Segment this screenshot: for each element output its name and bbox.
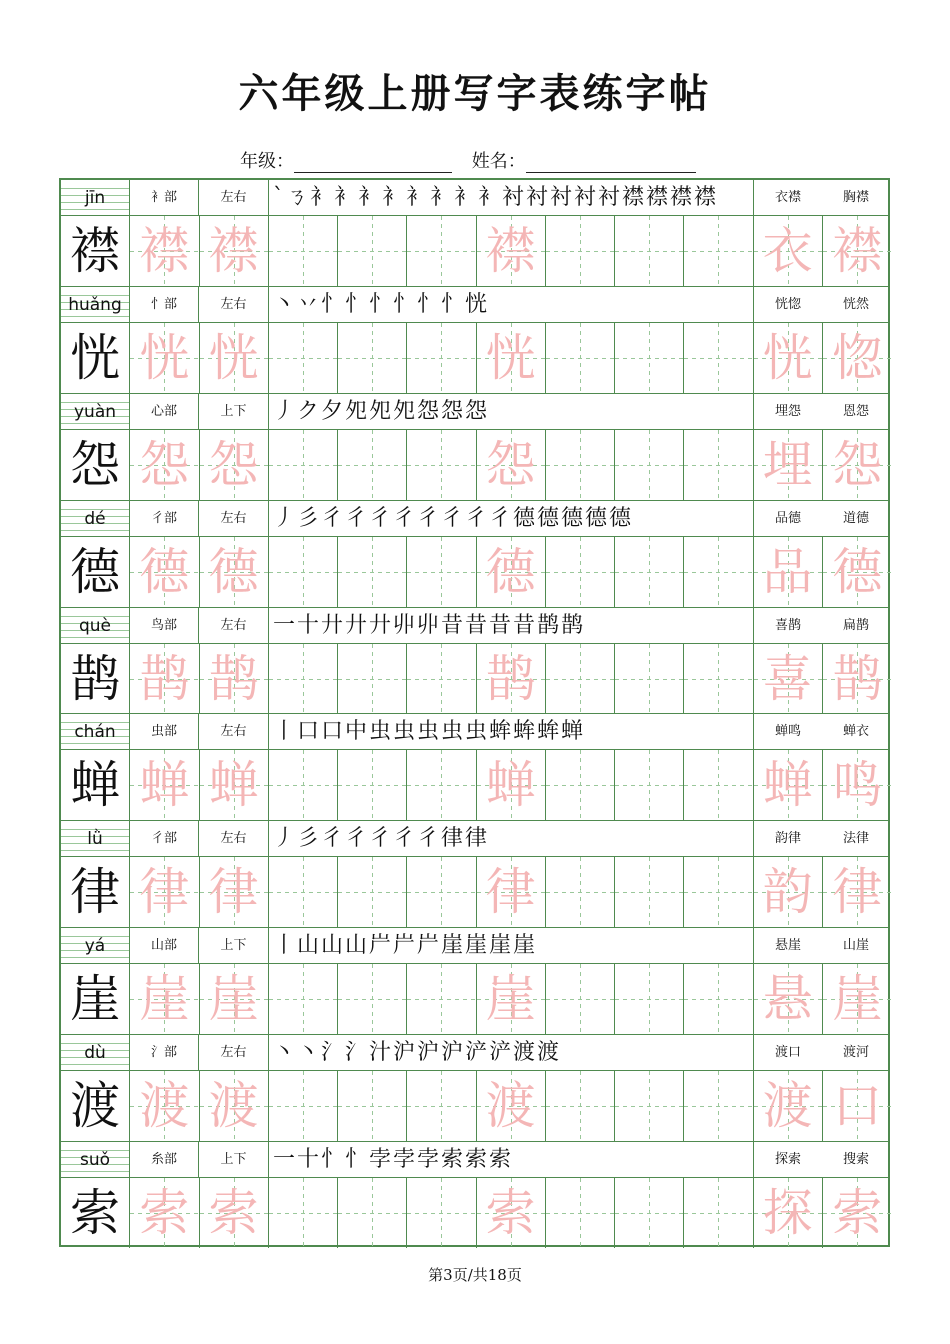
trace-word-character: 鸣 <box>823 750 892 820</box>
info-row <box>61 180 888 216</box>
stroke-order: 丿彡彳彳彳彳彳律律 <box>269 821 754 856</box>
example-word: 胸襟 <box>842 190 869 205</box>
trace-character: 蝉 <box>130 750 199 820</box>
empty-writing-box[interactable] <box>338 216 407 286</box>
empty-writing-box[interactable] <box>269 1178 338 1248</box>
empty-writing-box[interactable] <box>615 323 684 393</box>
example-word: 山崖 <box>842 938 869 954</box>
empty-writing-box[interactable] <box>407 537 476 607</box>
example-word: 搜索 <box>842 1152 869 1168</box>
empty-writing-box[interactable] <box>684 430 753 500</box>
radical-cell: 虫部 <box>130 714 199 749</box>
writing-boxes <box>61 1071 888 1141</box>
model-character: 恍 <box>61 323 130 393</box>
writing-boxes <box>61 1178 888 1248</box>
trace-word-character: 口 <box>823 1071 892 1141</box>
example-word: 恍惚 <box>774 296 801 312</box>
words-cell <box>754 608 890 643</box>
character-block <box>61 501 888 608</box>
words-cell <box>754 714 890 749</box>
empty-writing-box[interactable] <box>407 1071 476 1141</box>
trace-character: 襟 <box>130 216 199 286</box>
empty-writing-box[interactable] <box>338 750 407 820</box>
words-cell <box>754 394 890 429</box>
words-cell <box>754 1142 890 1177</box>
trace-word-character: 探 <box>754 1178 823 1248</box>
empty-writing-box[interactable] <box>546 537 615 607</box>
empty-writing-box[interactable] <box>269 750 338 820</box>
info-row <box>61 714 888 750</box>
trace-character: 襟 <box>477 216 546 286</box>
writing-boxes <box>61 750 888 820</box>
trace-word-character: 襟 <box>823 216 892 286</box>
empty-writing-box[interactable] <box>615 1178 684 1248</box>
empty-writing-box[interactable] <box>615 644 684 714</box>
info-row <box>61 1142 888 1178</box>
trace-word-character: 埋 <box>754 430 823 500</box>
empty-writing-box[interactable] <box>684 1071 753 1141</box>
character-block <box>61 180 888 287</box>
trace-character: 崖 <box>130 964 199 1034</box>
name-field[interactable] <box>526 154 696 173</box>
trace-word-character: 崖 <box>823 964 892 1034</box>
example-word: 蝉鸣 <box>774 724 801 740</box>
radical-cell: 衤部 <box>130 180 199 215</box>
stroke-order: 一十廾廾廾丱丱昔昔昔昔鹊鹊 <box>269 608 754 643</box>
empty-writing-box[interactable] <box>338 430 407 500</box>
empty-writing-box[interactable] <box>269 537 338 607</box>
stroke-order: 丨口口中虫虫虫虫虫蛑蛑蛑蝉 <box>269 714 754 749</box>
trace-word-character: 律 <box>823 857 892 927</box>
example-word: 恩怨 <box>842 403 869 419</box>
trace-word-character: 韵 <box>754 857 823 927</box>
empty-writing-box[interactable] <box>407 750 476 820</box>
empty-writing-box[interactable] <box>684 537 753 607</box>
empty-writing-box[interactable] <box>338 1178 407 1248</box>
character-block <box>61 928 888 1035</box>
trace-character: 律 <box>130 857 199 927</box>
empty-writing-box[interactable] <box>269 323 338 393</box>
empty-writing-box[interactable] <box>269 857 338 927</box>
radical-cell: 忄部 <box>130 287 199 322</box>
stroke-order: 一十忄忄孛孛孛索索索 <box>269 1142 754 1177</box>
empty-writing-box[interactable] <box>338 323 407 393</box>
pinyin-cell <box>61 821 130 856</box>
trace-character: 渡 <box>130 1071 199 1141</box>
empty-writing-box[interactable] <box>546 964 615 1034</box>
empty-writing-box[interactable] <box>269 216 338 286</box>
character-block <box>61 608 888 715</box>
example-word: 道德 <box>842 510 869 526</box>
radical-cell: 糸部 <box>130 1142 199 1177</box>
structure-cell: 上下 <box>199 1142 269 1177</box>
model-character: 鹊 <box>61 644 130 714</box>
empty-writing-box[interactable] <box>684 644 753 714</box>
writing-boxes <box>61 323 888 393</box>
trace-word-character: 渡 <box>754 1071 823 1141</box>
empty-writing-box[interactable] <box>684 750 753 820</box>
empty-writing-box[interactable] <box>615 857 684 927</box>
example-word: 衣襟 <box>774 190 801 205</box>
info-row <box>61 1035 888 1071</box>
stroke-order: 丿彡彳彳彳彳彳彳彳彳德德德德德 <box>269 501 754 536</box>
trace-character: 崖 <box>477 964 546 1034</box>
page-title: 六年级上册写字表练字帖 <box>238 70 712 117</box>
character-block <box>61 714 888 821</box>
empty-writing-box[interactable] <box>615 1071 684 1141</box>
character-block <box>61 287 888 394</box>
radical-cell: 彳部 <box>130 821 199 856</box>
info-row <box>61 928 888 964</box>
trace-character: 德 <box>477 537 546 607</box>
structure-cell: 上下 <box>199 394 269 429</box>
empty-writing-box[interactable] <box>338 537 407 607</box>
empty-writing-box[interactable] <box>407 1178 476 1248</box>
model-character: 德 <box>61 537 130 607</box>
pinyin-text: dù <box>84 1043 106 1064</box>
trace-character: 渡 <box>477 1071 546 1141</box>
stroke-order: 丿ク夕夗夗夗怨怨怨 <box>269 394 754 429</box>
empty-writing-box[interactable] <box>269 430 338 500</box>
trace-word-character: 品 <box>754 537 823 607</box>
empty-writing-box[interactable] <box>615 750 684 820</box>
grade-label: 年级： <box>240 151 294 172</box>
words-cell <box>754 501 890 536</box>
empty-writing-box[interactable] <box>546 857 615 927</box>
writing-boxes <box>61 964 888 1034</box>
trace-character: 律 <box>200 857 269 927</box>
trace-character: 襟 <box>200 216 269 286</box>
empty-writing-box[interactable] <box>269 964 338 1034</box>
stroke-order: `ㄋ衤衤衤衤衤衤衤衤衬衬衬衬衬襟襟襟襟 <box>269 180 754 215</box>
trace-word-character: 喜 <box>754 644 823 714</box>
info-row <box>61 394 888 430</box>
empty-writing-box[interactable] <box>546 216 615 286</box>
trace-character: 恍 <box>130 323 199 393</box>
empty-writing-box[interactable] <box>615 430 684 500</box>
pinyin-cell <box>61 928 130 963</box>
writing-boxes <box>61 430 888 500</box>
trace-character: 鹊 <box>130 644 199 714</box>
structure-cell: 左右 <box>199 608 269 643</box>
structure-cell: 左右 <box>199 287 269 322</box>
trace-character: 怨 <box>477 430 546 500</box>
info-row <box>61 287 888 323</box>
words-cell <box>754 821 890 856</box>
empty-writing-box[interactable] <box>407 964 476 1034</box>
empty-writing-box[interactable] <box>546 323 615 393</box>
character-block <box>61 394 888 501</box>
example-word: 法律 <box>842 831 869 847</box>
name-label: 姓名： <box>471 151 526 172</box>
empty-writing-box[interactable] <box>684 1178 753 1248</box>
pinyin-cell <box>61 1035 130 1070</box>
trace-character: 律 <box>477 857 546 927</box>
character-block <box>61 1142 888 1249</box>
structure-cell: 上下 <box>199 928 269 963</box>
radical-cell: 心部 <box>130 394 199 429</box>
trace-word-character: 索 <box>823 1178 892 1248</box>
trace-character: 恍 <box>200 323 269 393</box>
empty-writing-box[interactable] <box>407 216 476 286</box>
radical-cell: 彳部 <box>130 501 199 536</box>
trace-word-character: 惚 <box>823 323 892 393</box>
words-cell <box>754 287 890 322</box>
writing-boxes <box>61 644 888 714</box>
trace-character: 鹊 <box>200 644 269 714</box>
trace-word-character: 鹊 <box>823 644 892 714</box>
radical-cell: 山部 <box>130 928 199 963</box>
trace-character: 鹊 <box>477 644 546 714</box>
pinyin-cell <box>61 608 130 643</box>
trace-character: 索 <box>200 1178 269 1248</box>
model-character: 渡 <box>61 1071 130 1141</box>
empty-writing-box[interactable] <box>407 323 476 393</box>
pinyin-text: yuàn <box>73 401 117 422</box>
trace-character: 蝉 <box>200 750 269 820</box>
trace-character: 德 <box>200 537 269 607</box>
structure-cell: 左右 <box>199 714 269 749</box>
trace-word-character: 德 <box>823 537 892 607</box>
stroke-order: 丶丷忄忄忄忄忄忄恍 <box>269 287 754 322</box>
empty-writing-box[interactable] <box>684 216 753 286</box>
empty-writing-box[interactable] <box>338 857 407 927</box>
empty-writing-box[interactable] <box>546 1178 615 1248</box>
structure-cell: 左右 <box>199 821 269 856</box>
words-cell <box>754 180 890 215</box>
pinyin-cell <box>61 394 130 429</box>
trace-character: 索 <box>130 1178 199 1248</box>
trace-word-character: 衣 <box>754 216 823 286</box>
empty-writing-box[interactable] <box>615 964 684 1034</box>
empty-writing-box[interactable] <box>546 430 615 500</box>
words-cell <box>754 928 890 963</box>
empty-writing-box[interactable] <box>407 644 476 714</box>
stroke-order: 丨山山山屵屵屵崖崖崖崖 <box>269 928 754 963</box>
pinyin-text: suǒ <box>79 1150 111 1171</box>
example-word: 品德 <box>774 510 801 526</box>
trace-character: 恍 <box>477 323 546 393</box>
page-number: 第3页/共18页 <box>428 1266 522 1284</box>
student-info <box>240 147 710 173</box>
trace-character: 索 <box>477 1178 546 1248</box>
empty-writing-box[interactable] <box>546 1071 615 1141</box>
example-word: 韵律 <box>774 831 801 847</box>
trace-word-character: 怨 <box>823 430 892 500</box>
trace-word-character: 恍 <box>754 323 823 393</box>
empty-writing-box[interactable] <box>407 430 476 500</box>
pinyin-cell <box>61 501 130 536</box>
character-block <box>61 1035 888 1142</box>
model-character: 襟 <box>61 216 130 286</box>
info-row <box>61 501 888 537</box>
empty-writing-box[interactable] <box>338 644 407 714</box>
empty-writing-box[interactable] <box>615 537 684 607</box>
trace-word-character: 悬 <box>754 964 823 1034</box>
writing-boxes <box>61 216 888 286</box>
trace-character: 怨 <box>200 430 269 500</box>
empty-writing-box[interactable] <box>684 857 753 927</box>
structure-cell: 左右 <box>199 1035 269 1070</box>
structure-cell: 左右 <box>199 180 269 215</box>
character-block <box>61 821 888 928</box>
pinyin-text: chán <box>74 722 116 743</box>
trace-word-character: 蝉 <box>754 750 823 820</box>
model-character: 怨 <box>61 430 130 500</box>
trace-character: 渡 <box>200 1071 269 1141</box>
words-cell <box>754 1035 890 1070</box>
example-word: 悬崖 <box>774 938 801 954</box>
stroke-order: 丶丶氵氵汁沪沪沪浐浐渡渡 <box>269 1035 754 1070</box>
empty-writing-box[interactable] <box>546 750 615 820</box>
info-row <box>61 608 888 644</box>
info-row <box>61 821 888 857</box>
pinyin-text: huǎng <box>68 294 122 315</box>
pinyin-text: jīn <box>84 188 106 208</box>
example-word: 埋怨 <box>774 403 801 419</box>
example-word: 恍然 <box>842 296 869 312</box>
writing-boxes <box>61 537 888 607</box>
pinyin-cell <box>61 714 130 749</box>
pinyin-text: què <box>78 615 112 636</box>
trace-character: 怨 <box>130 430 199 500</box>
empty-writing-box[interactable] <box>269 1071 338 1141</box>
model-character: 索 <box>61 1178 130 1248</box>
model-character: 崖 <box>61 964 130 1034</box>
example-word: 渡口 <box>774 1045 801 1061</box>
radical-cell: 鸟部 <box>130 608 199 643</box>
pinyin-text: lǜ <box>87 829 103 850</box>
empty-writing-box[interactable] <box>684 323 753 393</box>
pinyin-text: yá <box>84 936 106 957</box>
example-word: 扁鹊 <box>842 617 869 633</box>
model-character: 蝉 <box>61 750 130 820</box>
structure-cell: 左右 <box>199 501 269 536</box>
empty-writing-box[interactable] <box>407 857 476 927</box>
empty-writing-box[interactable] <box>684 964 753 1034</box>
empty-writing-box[interactable] <box>338 1071 407 1141</box>
empty-writing-box[interactable] <box>546 644 615 714</box>
practice-grid <box>59 178 890 1247</box>
writing-boxes <box>61 857 888 927</box>
empty-writing-box[interactable] <box>269 644 338 714</box>
example-word: 蝉衣 <box>842 724 869 740</box>
trace-character: 蝉 <box>477 750 546 820</box>
pinyin-text: dé <box>84 508 106 529</box>
empty-writing-box[interactable] <box>338 964 407 1034</box>
model-character: 律 <box>61 857 130 927</box>
grade-field[interactable] <box>294 154 452 173</box>
example-word: 渡河 <box>842 1045 869 1061</box>
trace-character: 崖 <box>200 964 269 1034</box>
example-word: 探索 <box>774 1152 801 1168</box>
pinyin-cell <box>61 1142 130 1177</box>
pinyin-cell <box>61 287 130 322</box>
pinyin-cell <box>61 180 130 215</box>
example-word: 喜鹊 <box>774 617 801 633</box>
trace-character: 德 <box>130 537 199 607</box>
empty-writing-box[interactable] <box>615 216 684 286</box>
radical-cell: 氵部 <box>130 1035 199 1070</box>
